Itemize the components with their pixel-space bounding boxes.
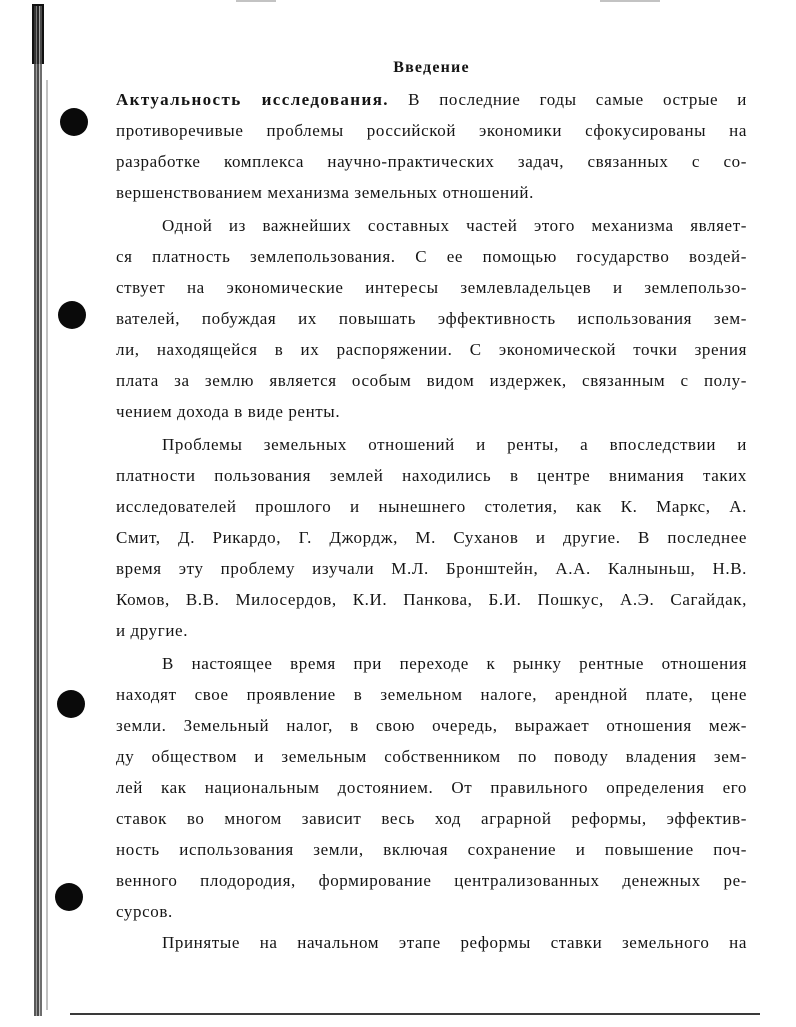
scan-smudge	[600, 0, 660, 2]
paragraph-line: земли. Земельный налог, в свою очередь, выражает отношения меж-	[116, 716, 747, 735]
paragraph-line: исследователей прошлого и нынешнего столетия, как К. Маркс, А.	[116, 497, 747, 516]
paragraph-line: платности пользования землей находились в центре внимания таких	[116, 466, 747, 485]
paragraph-line: Принятые на начальном этапе реформы ставки земельного на	[162, 933, 747, 952]
paragraph-line: лей как национальным достоянием. От правильного определения его	[116, 778, 747, 797]
paragraph-line: ставок во многом зависит весь ход аграрной реформы, эффектив-	[116, 809, 747, 828]
paragraph-line: венного плодородия, формирование централизованных денежных ре-	[116, 871, 747, 890]
paragraph-line: время эту проблему изучали М.Л. Бронштейн, А.А. Калныньш, Н.В.	[116, 559, 747, 578]
paragraph-line: вершенствованием механизма земельных отношений.	[116, 183, 534, 202]
paragraph-line: Актуальность исследования. В последние годы самые острые и	[116, 90, 748, 109]
paragraph-line: ствует на экономические интересы землевладельцев и землепользо-	[116, 278, 747, 297]
punch-hole	[55, 883, 83, 911]
paragraph-line: разработке комплекса научно-практических задач, связанных с со-	[116, 152, 747, 171]
paragraph-line: чением дохода в виде ренты.	[116, 402, 341, 421]
paragraph-line: плата за землю является особым видом издержек, связанным с полу-	[116, 371, 747, 390]
paragraph-line: Одной из важнейших составных частей этого механизма являет-	[162, 216, 747, 235]
paragraph-line: сурсов.	[116, 902, 173, 921]
paragraph-line: ду обществом и земельным собственником по поводу владения зем-	[116, 747, 747, 766]
paragraph-line: ность использования земли, включая сохранение и повышение поч-	[116, 840, 747, 859]
paragraph-line: Проблемы земельных отношений и ренты, а впоследствии и	[162, 435, 747, 454]
punch-hole	[60, 108, 88, 136]
scan-smudge	[236, 0, 276, 2]
paragraph-line: ся платность землепользования. С ее помощью государство воздей-	[116, 247, 747, 266]
page-bottom-rule	[70, 1013, 760, 1015]
page-title: Введение	[393, 59, 470, 76]
punch-hole	[57, 690, 85, 718]
binding-line	[46, 80, 48, 1010]
paragraph-line: Смит, Д. Рикардо, Г. Джордж, М. Суханов и другие. В последнее	[116, 528, 747, 547]
paragraph-line: вателей, побуждая их повышать эффективность использования зем-	[116, 309, 747, 328]
paragraph-line: Комов, В.В. Милосердов, К.И. Панкова, Б.И. Пошкус, А.Э. Сагайдак,	[116, 590, 747, 609]
punch-hole	[58, 301, 86, 329]
lead-phrase: Актуальность исследования.	[116, 90, 389, 109]
binding-edge	[34, 6, 42, 1016]
paragraph-line: ли, находящейся в их распоряжении. С экономической точки зрения	[116, 340, 747, 359]
paragraph-line: противоречивые проблемы российской экономики сфокусированы на	[116, 121, 747, 140]
paragraph-line: В настоящее время при переходе к рынку рентные отношения	[162, 654, 747, 673]
paragraph-line: находят свое проявление в земельном налоге, арендной плате, цене	[116, 685, 747, 704]
paragraph-line: и другие.	[116, 621, 189, 640]
